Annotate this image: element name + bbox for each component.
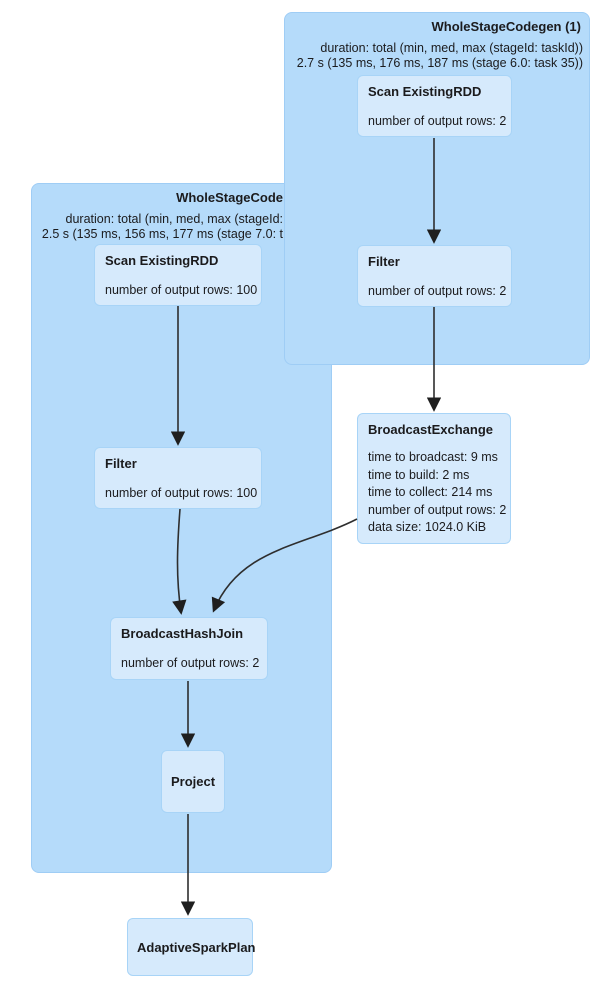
node-metric: time to broadcast: 9 ms [368, 450, 498, 464]
plan-node-filter-1[interactable] [357, 245, 512, 307]
cluster-duration-metric [42, 212, 283, 241]
plan-node-filter-2[interactable] [94, 447, 262, 509]
plan-node-broadcast-hash-join[interactable] [110, 617, 268, 680]
node-title: Filter [105, 456, 137, 471]
plan-node-scan-existingrdd-1[interactable] [357, 75, 512, 137]
cluster-title: WholeStageCodegen (1) [431, 19, 581, 34]
node-metric: number of output rows: 2 [368, 114, 507, 128]
cluster-wholestagecodegen-1 [284, 12, 590, 365]
duration-line-2: 2.7 s (135 ms, 176 ms, 187 ms (stage 6.0: task 35)) [296, 55, 583, 70]
node-title: Scan ExistingRDD [368, 84, 482, 99]
duration-line-1: duration: total (min, med, max (stageId: taskId)) [320, 41, 583, 55]
duration-line-2: 2.5 s (135 ms, 156 ms, 177 ms (stage 7.0: t [41, 226, 283, 241]
node-metric: number of output rows: 2 [121, 656, 260, 670]
cluster-title: WholeStageCode [176, 190, 283, 205]
cluster-duration-metric [297, 41, 583, 70]
node-metric: data size: 1024.0 KiB [368, 520, 487, 534]
node-title: Scan ExistingRDD [105, 253, 219, 268]
plan-node-project[interactable] [161, 750, 225, 813]
plan-node-broadcast-exchange[interactable] [357, 413, 511, 544]
duration-line-1: duration: total (min, med, max (stageId: [65, 212, 283, 226]
plan-node-adaptive-spark-plan[interactable] [127, 918, 256, 976]
node-title: Project [171, 774, 216, 789]
node-metric: time to collect: 214 ms [368, 485, 493, 499]
node-metric: number of output rows: 100 [105, 283, 258, 297]
node-title: Filter [368, 254, 400, 269]
plan-node-scan-existingrdd-2[interactable] [94, 244, 262, 306]
node-title: BroadcastExchange [368, 422, 493, 437]
node-metric: number of output rows: 2 [368, 502, 507, 517]
node-metric: number of output rows: 100 [105, 486, 258, 500]
node-metric: time to build: 2 ms [368, 467, 470, 482]
node-metrics [368, 449, 507, 537]
node-metric: number of output rows: 2 [368, 284, 507, 298]
node-title: AdaptiveSparkPlan [137, 939, 256, 955]
node-title: BroadcastHashJoin [121, 626, 244, 641]
